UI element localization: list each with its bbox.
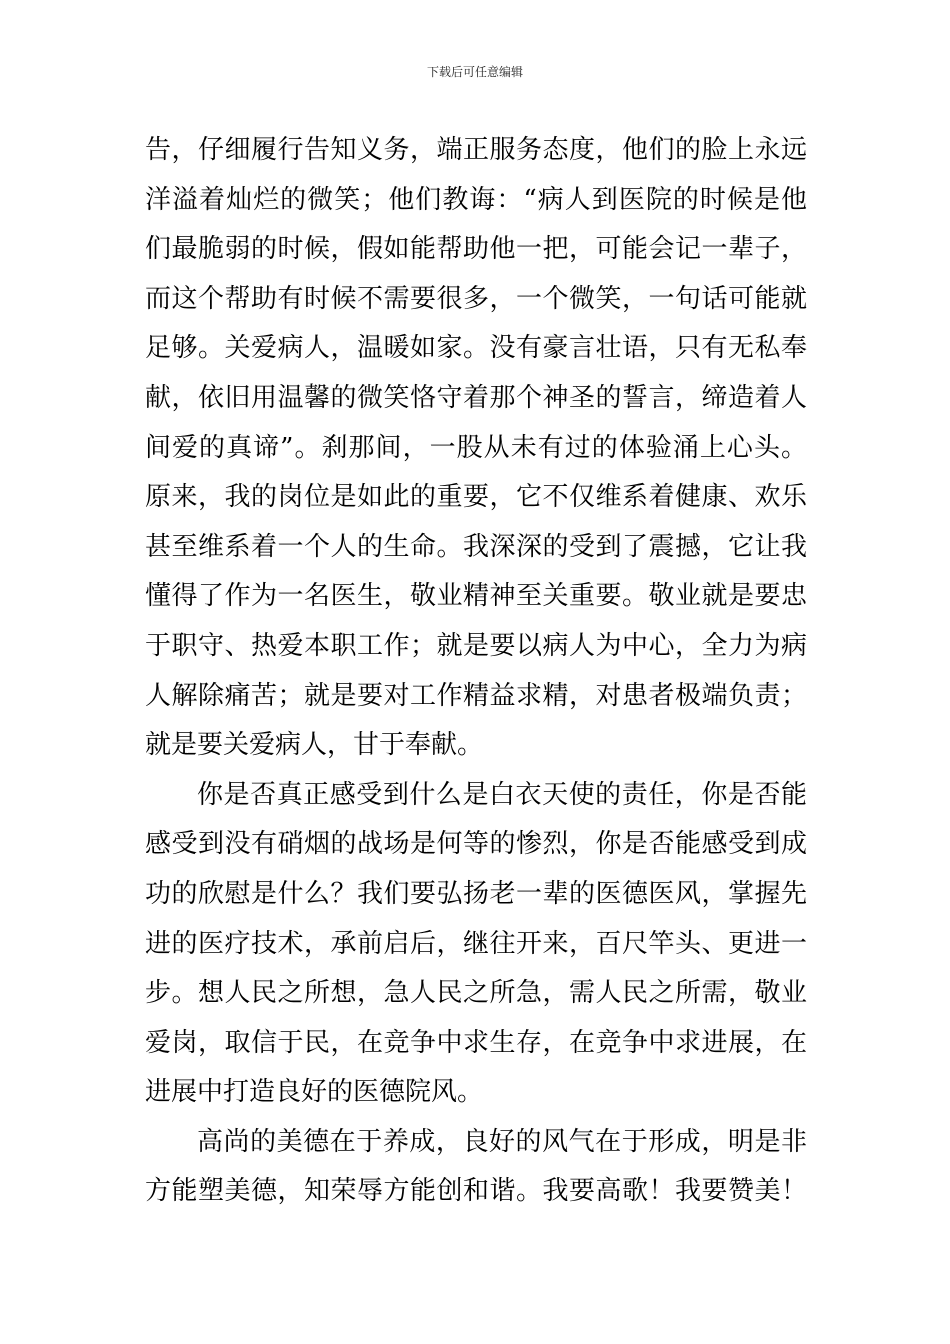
text-line: 进的医疗技术，承前启后，继往开来，百尺竿头、更进一	[145, 928, 807, 959]
text-line: 懂得了作为一名医生，敬业精神至关重要。敬业就是要忠	[145, 581, 807, 612]
text-line: 原来，我的岗位是如此的重要，它不仅维系着健康、欢乐	[145, 482, 807, 513]
text-line: 进展中打造良好的医德院风。	[145, 1077, 484, 1108]
text-line: 爱岗，取信于民，在竞争中求生存，在竞争中求进展，在	[145, 1027, 807, 1058]
document-body	[145, 126, 807, 1217]
text-line: 功的欣慰是什么？我们要弘扬老一辈的医德医风，掌握先	[145, 878, 807, 909]
text-line: 感受到没有硝烟的战场是何等的惨烈，你是否能感受到成	[145, 829, 807, 860]
text-line: 高尚的美德在于养成，良好的风气在于形成，明是非	[197, 1126, 807, 1157]
text-line: 甚至维系着一个人的生命。我深深的受到了震撼，它让我	[145, 531, 807, 562]
text-line: 你是否真正感受到什么是白衣天使的责任，你是否能	[197, 779, 807, 810]
text-line: 而这个帮助有时候不需要很多，一个微笑，一句话可能就	[145, 283, 807, 314]
text-line: 间爱的真谛”。刹那间，一股从未有过的体验涌上心头。	[145, 432, 807, 463]
text-line: 们最脆弱的时候，假如能帮助他一把，可能会记一辈子，	[145, 234, 807, 265]
text-line: 方能塑美德，知荣辱方能创和谐。我要高歌！我要赞美！	[145, 1176, 807, 1207]
page-header: 下载后可任意编辑	[426, 65, 523, 79]
text-line: 洋溢着灿烂的微笑；他们教诲：“病人到医院的时候是他	[145, 184, 807, 215]
text-line: 足够。关爱病人，温暖如家。没有豪言壮语，只有无私奉	[145, 333, 807, 364]
text-line: 就是要关爱病人，甘于奉献。	[145, 730, 484, 761]
text-line: 步。想人民之所想，急人民之所急，需人民之所需，敬业	[145, 978, 807, 1009]
text-line: 人解除痛苦；就是要对工作精益求精，对患者极端负责；	[145, 680, 807, 711]
text-line: 告，仔细履行告知义务，端正服务态度，他们的脸上永远	[145, 135, 807, 165]
text-line: 于职守、热爱本职工作；就是要以病人为中心，全力为病	[145, 630, 807, 661]
text-line: 献，依旧用温馨的微笑恪守着那个神圣的誓言，缔造着人	[145, 382, 807, 413]
